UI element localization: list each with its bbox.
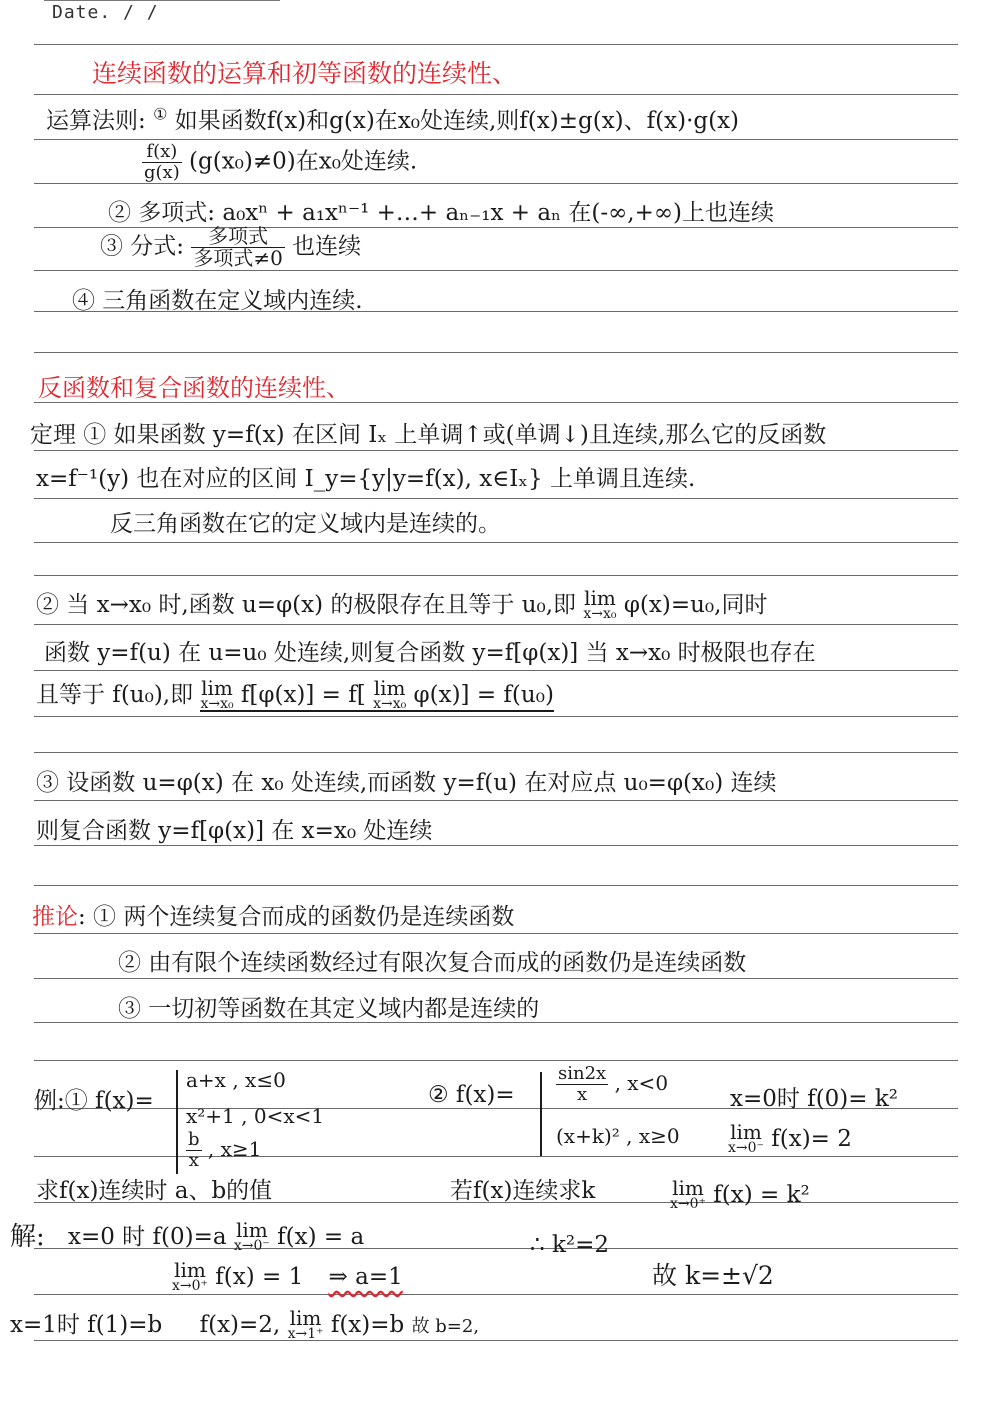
rule-line-1b (142, 142, 417, 183)
example2-case1-frac (556, 1064, 608, 1105)
example1-label: 例:① f(x)= (34, 1088, 154, 1114)
ruled-line (34, 752, 958, 753)
example2-c3-tail: f(x) = k² (713, 1182, 810, 1208)
rule-line-1 (46, 102, 739, 135)
solution-lim2 (172, 1258, 208, 1294)
ruled-line (34, 498, 958, 499)
rule-label: 运算法则: (46, 108, 146, 134)
solution-lim3 (287, 1306, 324, 1342)
rule1-fraction (142, 142, 182, 183)
lim-word: lim (201, 676, 233, 700)
example2-case1-cond: , x<0 (614, 1071, 669, 1095)
example2-case2: (x+k)² , x≥0 (556, 1124, 680, 1148)
ruled-line (34, 94, 958, 95)
solution-lim1 (233, 1218, 270, 1254)
ruled-line (34, 352, 958, 353)
solution-l2-result: ⇒ a=1 (328, 1264, 403, 1290)
ruled-line (34, 1294, 958, 1295)
theorem3-line1: ③ 设函数 u=φ(x) 在 x₀ 处连续,而函数 y=f(u) 在对应点 u₀=φ(x₀) 连续 (36, 770, 777, 796)
theorem2-line1-a: ② 当 x→x₀ 时,函数 u=φ(x) 的极限存在且等于 u₀,即 (36, 592, 577, 618)
example2-c1: x=0时 f(0)= k² (730, 1086, 899, 1112)
corollary-3: ③ 一切初等函数在其定义域内都是连续的 (118, 996, 540, 1022)
ruled-line (34, 139, 958, 140)
rule2: ② 多项式: a₀xⁿ + a₁xⁿ⁻¹ +…+ aₙ₋₁x + aₙ 在(-∞,+∞)上也连续 (108, 200, 774, 226)
solution-line3 (10, 1306, 479, 1342)
lim-word: lim (373, 676, 406, 700)
lim-word: lim (730, 1120, 762, 1144)
theorem2-line1-b: φ(x)=u₀,同时 (623, 592, 768, 618)
solution-line1 (68, 1218, 364, 1254)
corollary-line1 (32, 898, 514, 931)
theorem2-lim2 (200, 676, 234, 712)
solution-l3-end: 故 b=2, (411, 1316, 480, 1337)
rule1-text: 如果函数f(x)和g(x)在x₀处连续,则f(x)±g(x)、f(x)·g(x) (174, 108, 740, 134)
rule3-lead: ③ 分式: (100, 233, 185, 260)
lim-word: lim (289, 1306, 322, 1330)
theorem2-line3-c: φ(x)] = f(u₀) (413, 682, 554, 708)
frac-den: x (577, 1084, 588, 1105)
ruled-line (34, 978, 958, 979)
lim-sub: x→x₀ (200, 696, 234, 712)
rule3-frac-num: 多项式 (191, 226, 284, 248)
lim-sub: x→0⁺ (670, 1196, 706, 1212)
rule1-frac-num: f(x) (142, 142, 182, 163)
rule4: ④ 三角函数在定义域内连续. (72, 288, 363, 314)
rule3-fraction (191, 226, 284, 269)
solution-l1-tail: f(x) = a (277, 1224, 365, 1250)
lim-sub: x→x₀ (583, 606, 617, 622)
solution-l3-tail: f(x)=b (330, 1312, 405, 1338)
rule3-frac-den: 多项式≠0 (193, 246, 283, 270)
ruled-line (34, 670, 958, 671)
example2-final: 故 k=±√2 (652, 1261, 774, 1290)
rule3-tail: 也连续 (292, 233, 362, 260)
example2-brace (540, 1072, 542, 1156)
theorem1-line1: 定理 ① 如果函数 y=f(x) 在区间 Iₓ 上单调↑或(单调↓)且连续,那么它的反函数 (30, 422, 827, 448)
section2-title: 反函数和复合函数的连续性、 (38, 374, 350, 402)
ruled-line (34, 1060, 958, 1061)
rule1-tail: (g(x₀)≠0)在x₀处连续. (189, 148, 418, 175)
theorem1-line3: 反三角函数在它的定义域内是连续的。 (110, 511, 501, 537)
lim-sub: x→0⁻ (233, 1238, 270, 1254)
example2-case1 (556, 1064, 668, 1105)
lim-word: lim (672, 1176, 704, 1200)
example2-lim1 (728, 1120, 764, 1156)
ruled-line (34, 624, 958, 625)
frac-num: b (188, 1129, 200, 1150)
example1-case3 (186, 1130, 261, 1171)
rule-line-3 (100, 226, 361, 269)
theorem2-line2: 函数 y=f(u) 在 u=u₀ 处连续,则复合函数 y=f[φ(x)] 当 x→x₀ 时极限也存在 (44, 640, 816, 666)
rule1-number: ① (153, 104, 168, 124)
theorem2-line3-b: f[φ(x)] = f[ (240, 682, 366, 708)
lim-word: lim (584, 586, 616, 610)
ruled-line (34, 44, 958, 45)
lim-sub: x→x₀ (373, 696, 407, 712)
lim-word: lim (235, 1218, 268, 1242)
example1-case1: a+x , x≤0 (186, 1068, 286, 1092)
ruled-line (34, 183, 958, 184)
date-label: Date. / / (52, 2, 159, 23)
theorem2-lim3 (373, 676, 407, 712)
theorem2-line3-a: 且等于 f(u₀),即 (36, 682, 194, 708)
solution-l1-a: x=0 时 f(0)=a (68, 1224, 227, 1250)
ruled-line (34, 800, 958, 801)
corollary-1: : ① 两个连续复合而成的函数仍是连续函数 (78, 904, 515, 930)
date-underline (44, 0, 280, 1)
lim-sub: x→0⁻ (728, 1140, 764, 1156)
frac-den: x (188, 1150, 199, 1171)
ruled-line (34, 1156, 958, 1157)
rule1-frac-den: g(x) (144, 162, 180, 183)
ruled-line (34, 885, 958, 886)
section1-title: 连续函数的运算和初等函数的连续性、 (92, 59, 518, 88)
example2-c2 (728, 1120, 852, 1156)
solution-l2-tail: f(x) = 1 (215, 1264, 304, 1290)
solution-l3-a: x=1时 f(1)=b (10, 1312, 163, 1338)
theorem2-lim (583, 586, 617, 622)
theorem2-line3 (36, 676, 554, 712)
ruled-line (34, 575, 958, 576)
lim-sub: x→1⁺ (287, 1326, 324, 1342)
lim-word: lim (174, 1258, 206, 1282)
example2-c2-tail: f(x)= 2 (771, 1126, 852, 1152)
theorem1-line2: x=f⁻¹(y) 也在对应的区间 I_y={y|y=f(x), x∈Iₓ} 上单调且连续. (36, 466, 696, 492)
example2-c3 (670, 1176, 810, 1212)
solution-l3-mid: f(x)=2, (199, 1312, 281, 1338)
example1-case3-frac (186, 1130, 202, 1171)
ruled-line (34, 270, 958, 271)
corollary-label: 推论 (32, 904, 78, 930)
example2-ask: 若f(x)连续求k (450, 1178, 596, 1204)
ruled-line (34, 933, 958, 934)
solution-label: 解: (10, 1222, 45, 1252)
frac-num: sin2x (558, 1063, 607, 1084)
ruled-line (34, 845, 958, 846)
example2-label: ② f(x)= (428, 1082, 515, 1108)
example1-case3-cond: , x≥1 (207, 1137, 262, 1161)
example1-ask: 求f(x)连续时 a、b的值 (36, 1178, 273, 1204)
theorem2-line1 (36, 586, 767, 622)
ruled-line (34, 542, 958, 543)
theorem3-line2: 则复合函数 y=f[φ(x)] 在 x=x₀ 处连续 (36, 818, 433, 844)
ruled-line (34, 450, 958, 451)
lim-sub: x→0⁺ (172, 1278, 208, 1294)
corollary-2: ② 由有限个连续函数经过有限次复合而成的函数仍是连续函数 (118, 950, 747, 976)
solution-line2 (172, 1258, 403, 1294)
example2-lim2 (670, 1176, 706, 1212)
theorem2-formula (200, 676, 554, 712)
example1-brace (176, 1070, 178, 1174)
ruled-line (34, 716, 958, 717)
example1-case2: x²+1 , 0<x<1 (186, 1104, 325, 1128)
example2-result: ∴ k²=2 (530, 1232, 610, 1258)
